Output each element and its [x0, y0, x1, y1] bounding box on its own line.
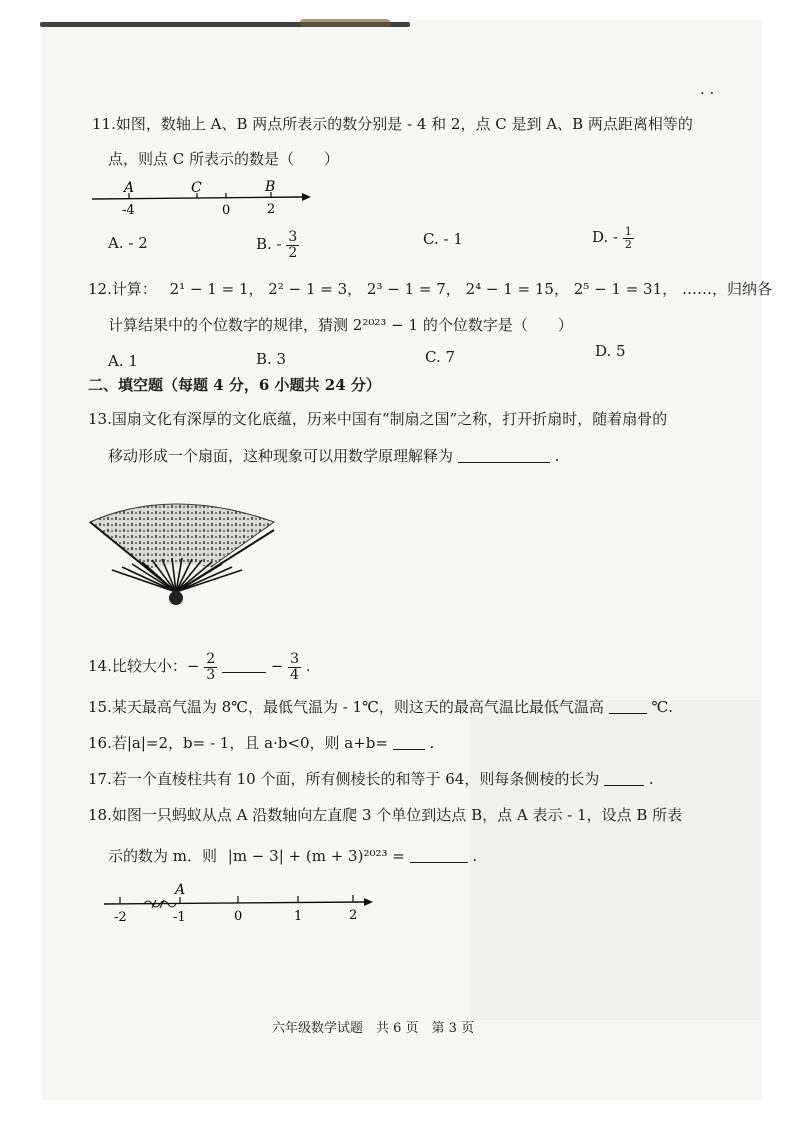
- q18-num-1: 1: [294, 909, 303, 924]
- q18-line2: [108, 848, 477, 864]
- q14-b-num: 3: [290, 651, 299, 667]
- q11-label-b: B: [265, 179, 276, 195]
- q11-option-d-prefix: D. -: [592, 228, 619, 247]
- q11-option-d-fraction: [623, 226, 634, 250]
- q14-end: .: [305, 657, 311, 676]
- q14-line: [88, 652, 311, 682]
- q16-answer-blank[interactable]: [393, 735, 425, 750]
- q18-axis-arrow: [364, 898, 373, 906]
- q14-a-num: 2: [206, 651, 216, 667]
- q12-suffix: ……，归纳各: [681, 280, 772, 298]
- q11-label-a: A: [124, 180, 135, 196]
- q11-num-2: 2: [267, 202, 276, 217]
- q14-a-den: 3: [206, 666, 216, 683]
- scan-artifact-stain: [300, 19, 390, 27]
- q12-line2-b: 的个位数字是（ ）: [422, 316, 573, 334]
- q17-end: .: [648, 770, 654, 788]
- q18-num-2: 2: [349, 908, 358, 923]
- q12-prefix: 12.计算：: [88, 280, 157, 298]
- q18-num-neg2: -2: [114, 910, 127, 925]
- q13-answer-blank[interactable]: [458, 448, 550, 463]
- q11-option-b-den: 2: [288, 244, 298, 261]
- q13-line2-text: 移动形成一个扇面，这种现象可以用数学原理解释为: [108, 447, 454, 465]
- q15-text: 15.某天最高气温为 8℃，最低气温为 - 1℃，则这天的最高气温比最低气温高: [88, 698, 604, 716]
- q17-text: 17.若一个直棱柱共有 10 个面，所有侧棱长的和等于 64，则每条侧棱的长为: [88, 770, 600, 788]
- q12-item-2: 2² − 1 = 3，: [268, 280, 363, 298]
- q18-number-line: [100, 880, 380, 926]
- q11-option-d-num: 1: [624, 225, 632, 238]
- q15-line: [88, 699, 673, 715]
- q14-answer-blank[interactable]: [222, 658, 266, 673]
- corner-mark: · ·: [700, 84, 715, 102]
- q13-line2: [108, 448, 559, 464]
- q11-line2: 点，则点 C 所表示的数是（ ）: [108, 150, 340, 168]
- q12-line1: [88, 282, 772, 297]
- q12-option-d: D. 5: [595, 342, 626, 360]
- page-footer: 六年级数学试题 共 6 页 第 3 页: [272, 1021, 475, 1036]
- q14-fraction-a: [204, 652, 217, 682]
- q14-fraction-b: [288, 652, 301, 682]
- q11-label-c: C: [191, 180, 202, 196]
- q11-option-b-fraction: [286, 230, 299, 260]
- q12-option-a: A. 1: [108, 352, 138, 370]
- q12-option-c: C. 7: [425, 348, 456, 366]
- q11-num-neg4: -4: [122, 203, 135, 218]
- q18-end: .: [472, 847, 478, 865]
- q18-label-a: A: [175, 882, 186, 898]
- q17-answer-blank[interactable]: [604, 771, 644, 786]
- q11-option-b: [256, 230, 299, 260]
- q12-option-b: B. 3: [256, 350, 287, 368]
- q12-item-5: 2⁵ − 1 = 31，: [573, 280, 678, 298]
- q15-answer-blank[interactable]: [609, 699, 647, 714]
- q14-prefix: 14.比较大小：−: [88, 657, 200, 676]
- q18-line2-text: 示的数为 m．则: [108, 847, 217, 865]
- q11-axis-arrow: [302, 193, 311, 201]
- q12-item-1: 2¹ − 1 = 1，: [169, 280, 264, 298]
- q11-option-b-prefix: B. -: [256, 235, 282, 254]
- q17-line: [88, 771, 654, 787]
- q14-mid: −: [270, 657, 284, 676]
- q12-expression: 2²⁰²³ − 1: [352, 316, 419, 334]
- q11-option-d: [592, 226, 634, 250]
- q11-option-d-den: 2: [624, 237, 632, 251]
- q16-line: [88, 735, 434, 751]
- q16-end: .: [429, 734, 435, 752]
- q13-line2-end: .: [554, 447, 560, 465]
- q11-number-line: [88, 178, 318, 218]
- q18-num-neg1: -1: [173, 910, 186, 925]
- q18-expression: |m − 3| + (m + 3)²⁰²³ =: [227, 847, 405, 865]
- q18-axis-line: [104, 902, 364, 904]
- q11-line1: 11.如图，数轴上 A、B 两点所表示的数分别是 - 4 和 2，点 C 是到 A、B 两点距离相等的: [92, 115, 693, 133]
- q11-option-c: C. - 1: [423, 230, 463, 248]
- q15-end: ℃.: [651, 698, 674, 716]
- q12-line2-a: 计算结果中的个位数字的规律，猜测: [108, 316, 349, 334]
- q11-option-b-num: 3: [288, 229, 298, 245]
- fan-pivot: [169, 591, 183, 605]
- q18-answer-blank[interactable]: [410, 848, 468, 863]
- q11-num-0: 0: [222, 203, 231, 218]
- q12-line2: [108, 318, 573, 333]
- q11-option-a: A. - 2: [108, 234, 148, 252]
- q14-b-den: 4: [290, 666, 299, 683]
- section-2-title: 二、填空题（每题 4 分，6 小题共 24 分）: [88, 376, 381, 394]
- scan-shadow: [470, 700, 760, 1020]
- q18-line1: 18.如图一只蚂蚁从点 A 沿数轴向左直爬 3 个单位到达点 B，点 A 表示 - 1，设点 B 所表: [88, 806, 683, 824]
- q12-item-4: 2⁴ − 1 = 15，: [465, 280, 569, 298]
- q18-num-0: 0: [234, 909, 243, 924]
- q12-item-3: 2³ − 1 = 7，: [366, 280, 461, 298]
- folding-fan-image: [82, 492, 282, 614]
- q16-text: 16.若|a|=2，b= - 1，且 a·b<0，则 a+b=: [88, 734, 388, 752]
- q13-line1: 13.国扇文化有深厚的文化底蕴，历来中国有“制扇之国”之称，打开折扇时，随着扇骨的: [88, 410, 668, 428]
